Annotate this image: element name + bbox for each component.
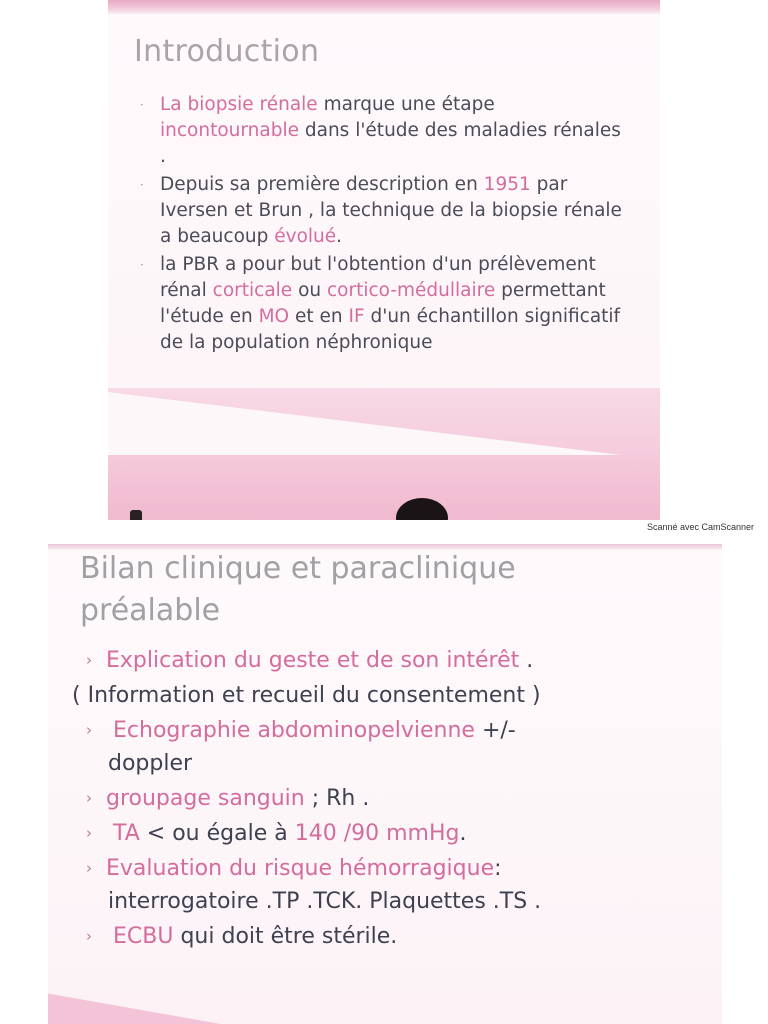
scanner-stamp: Scanné avec CamScanner <box>646 522 754 532</box>
bullet-list <box>72 644 706 955</box>
bullet-text: dans l'étude des maladies rénales . <box>160 120 621 167</box>
bullet-text: ou <box>292 280 328 301</box>
bullet-text: . <box>459 821 467 846</box>
bullet-list <box>138 92 624 358</box>
slide-bottom-corner <box>48 990 288 1024</box>
bullet-dot-icon: · <box>140 258 144 272</box>
bullet-text: permettant l'étude en <box>160 280 606 327</box>
highlight-text: 1951 <box>483 174 531 195</box>
title-line: préalable <box>80 593 221 628</box>
highlight-text: ECBU <box>113 924 174 949</box>
bullet-item <box>86 852 706 918</box>
bullet-text: < ou égale à <box>139 821 295 846</box>
slide-introduction <box>108 0 660 520</box>
highlight-text: La biopsie rénale <box>160 94 318 115</box>
bullet-dot-icon: · <box>140 98 144 112</box>
bullet-text: doppler <box>108 751 193 776</box>
slide-bilan <box>48 544 722 1024</box>
highlight-text: corticale <box>212 280 293 301</box>
bullet-text: Depuis sa première description en <box>160 174 484 195</box>
slide-top-stripe <box>108 0 660 14</box>
highlight-text: MO <box>258 306 290 327</box>
bullet-text: par Iversen et Brun , la technique de la biopsie rénale a beaucoup <box>160 174 622 247</box>
highlight-text: évolué <box>274 226 337 247</box>
arrow-bullet-icon: › <box>86 927 92 945</box>
pointer-mark <box>130 510 142 520</box>
bullet-item <box>138 172 624 250</box>
bullet-text: ; Rh . <box>304 786 370 811</box>
arrow-bullet-icon: › <box>86 824 92 842</box>
bullet-text: : <box>494 856 502 881</box>
slide-title: Introduction <box>134 34 320 69</box>
bullet-item <box>68 679 706 712</box>
bullet-item <box>86 644 706 677</box>
arrow-bullet-icon: › <box>86 859 92 877</box>
slide-title <box>80 548 680 632</box>
bullet-dot-icon: · <box>140 178 144 192</box>
bullet-item <box>86 714 706 780</box>
bullet-text: la PBR a pour but l'obtention d'un prélèvement rénal <box>160 254 596 301</box>
highlight-text: Explication du geste et de son intérêt <box>106 648 520 673</box>
bullet-text: ( Information et recueil du consentement ) <box>72 683 541 708</box>
bullet-text: +/- <box>474 718 516 743</box>
arrow-bullet-icon: › <box>86 721 92 739</box>
bullet-text: . <box>336 226 343 247</box>
highlight-text: cortico-médullaire <box>327 280 496 301</box>
bullet-item <box>86 782 706 815</box>
bullet-item <box>138 92 624 170</box>
bullet-text: qui doit être stérile. <box>173 924 398 949</box>
highlight-text: Echographie abdominopelvienne <box>113 718 475 743</box>
bullet-item <box>86 920 706 953</box>
highlight-text: Evaluation du risque hémorragique <box>106 856 495 881</box>
highlight-text: groupage sanguin <box>106 786 305 811</box>
slide-bottom-floor <box>108 455 660 520</box>
title-line: Bilan clinique et paraclinique <box>80 551 516 586</box>
arrow-bullet-icon: › <box>86 789 92 807</box>
arrow-bullet-icon: › <box>86 651 92 669</box>
bullet-text: interrogatoire .TP .TCK. Plaquettes .TS . <box>108 889 542 914</box>
bullet-item <box>138 252 624 356</box>
highlight-text: incontournable <box>160 120 299 141</box>
highlight-text: IF <box>348 306 365 327</box>
bullet-text: . <box>519 648 534 673</box>
highlight-text: 140 /90 mmHg <box>294 821 460 846</box>
bullet-text: marque une étape <box>317 94 495 115</box>
highlight-text: TA <box>113 821 140 846</box>
bullet-item <box>86 817 706 850</box>
bullet-text: d'un échantillon significatif de la population néphronique <box>160 306 621 353</box>
bullet-text: et en <box>289 306 349 327</box>
